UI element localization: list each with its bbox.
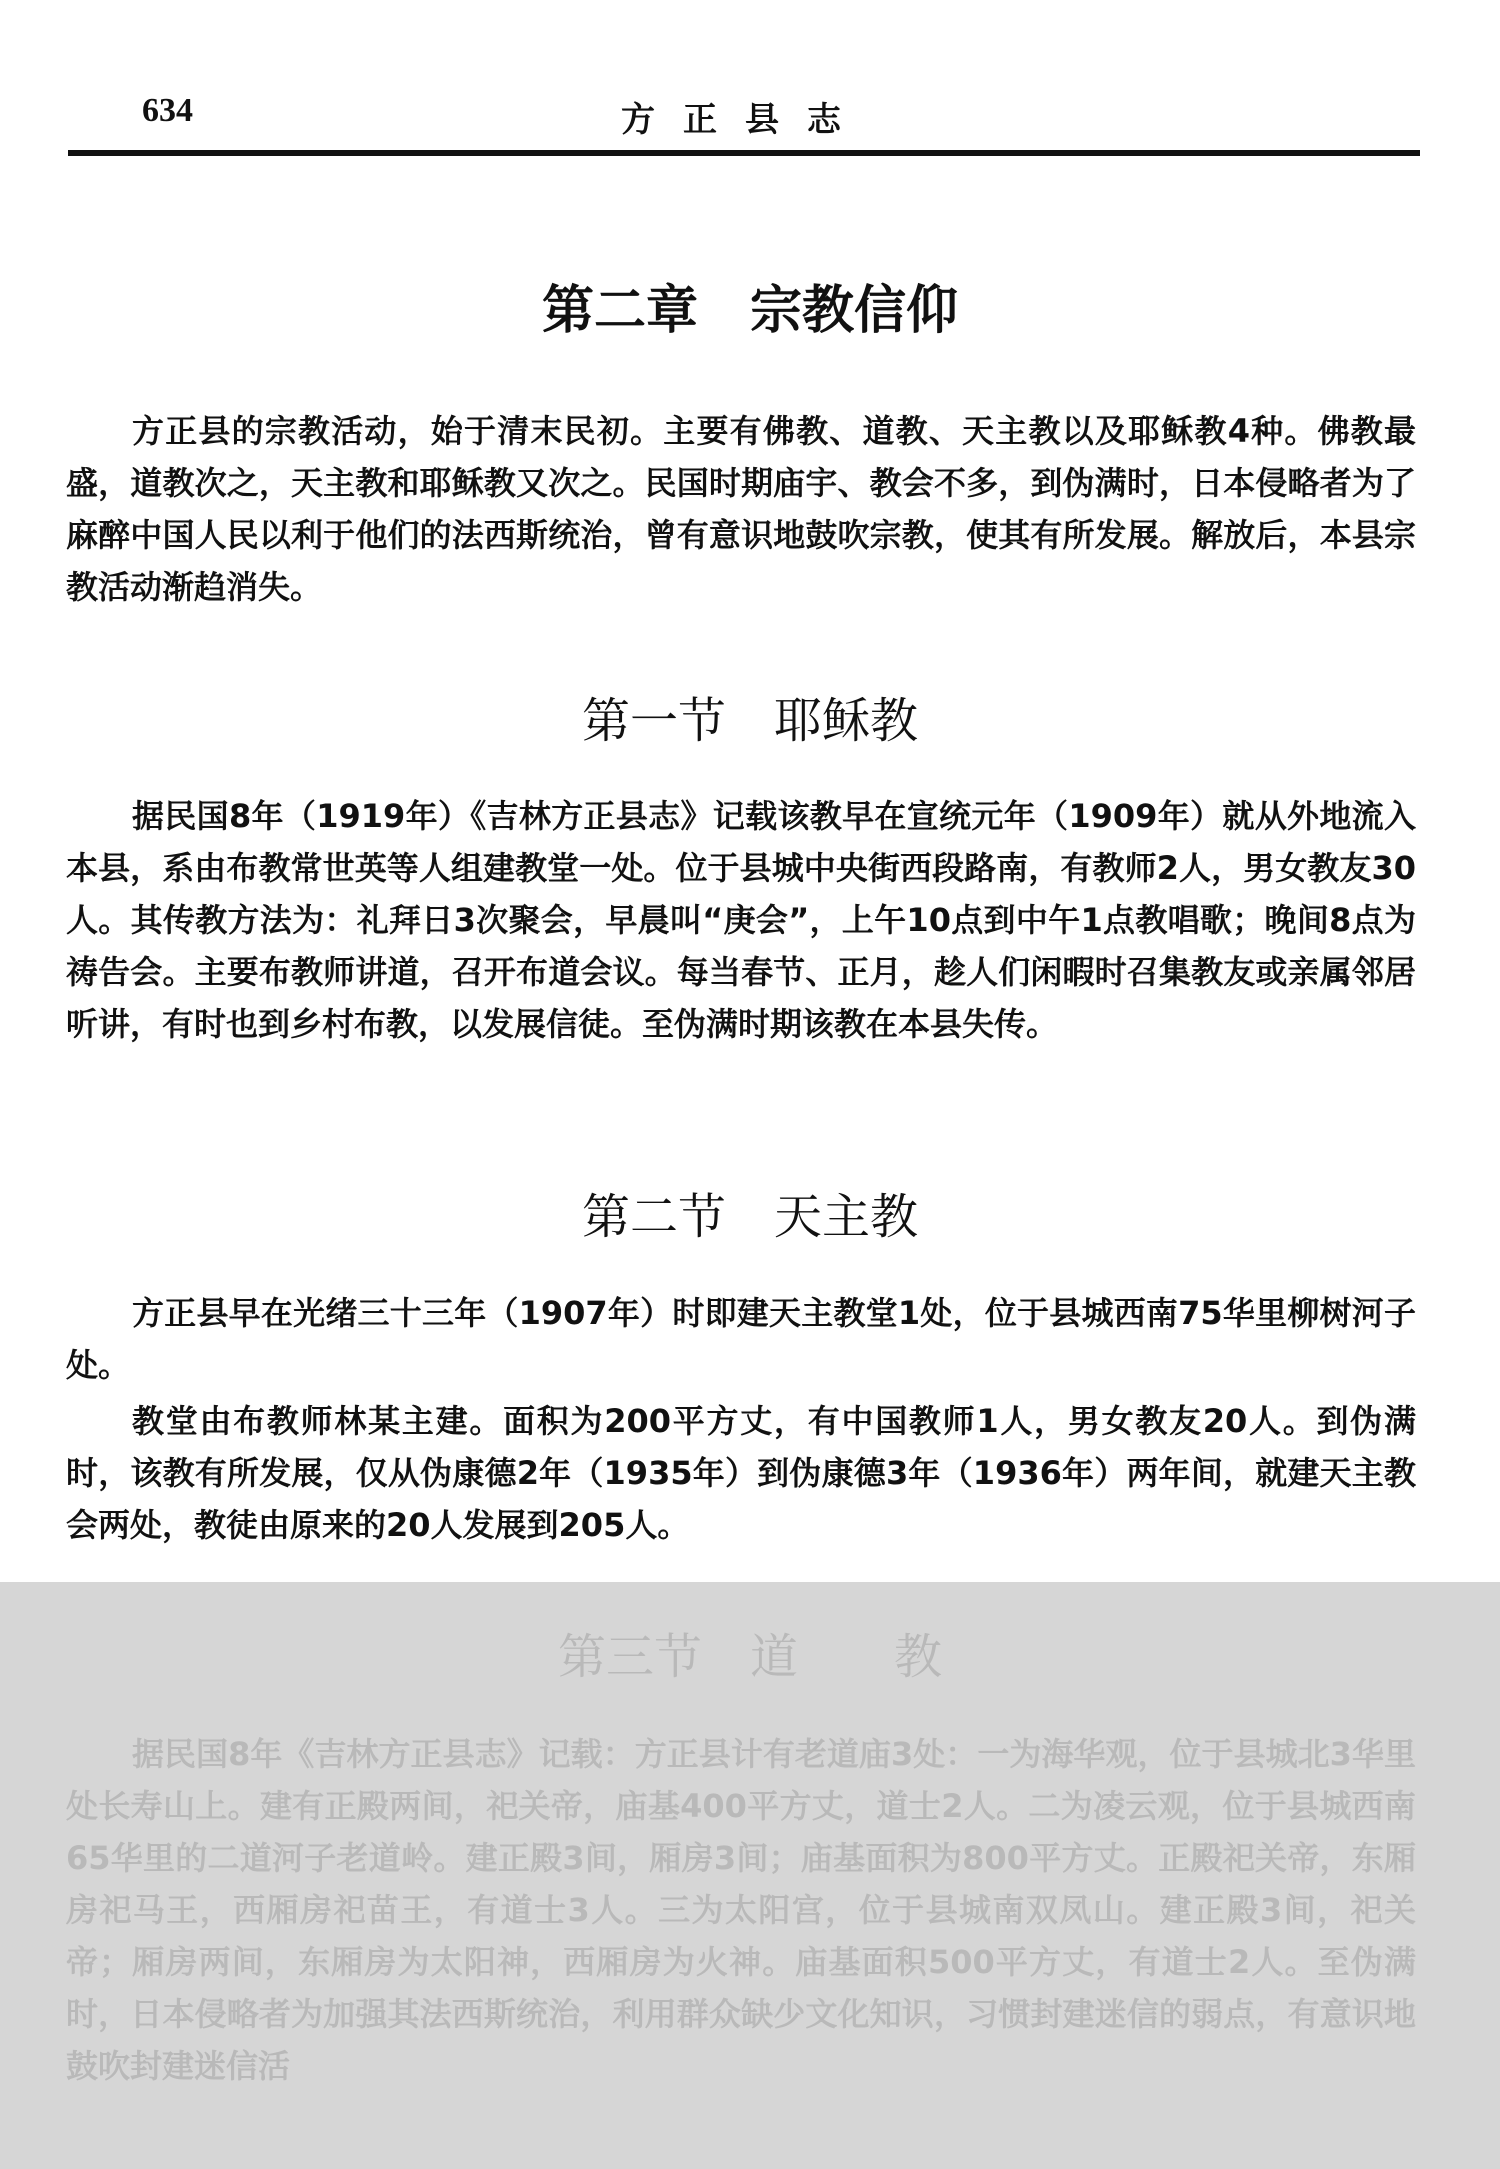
page-number: 634	[142, 92, 193, 129]
section-title: 第三节 道 教	[557, 1629, 942, 1685]
header-rule	[68, 150, 1420, 156]
section-paragraph: 据民国8年（1919年）《吉林方正县志》记载该教早在宣统元年（1909年）就从外地流入本县，系由布教常世英等人组建教堂一处。位于县城中央街西段路南，有教师2人，男女教友30人。其传教方法为：礼拜日3次聚会，早晨叫“庚会”，上午10点到中午1点教唱歌；晚间8点为祷告会。主要布教师讲道，召开布道会议。每当春节、正月，趁人们闲暇时召集教友或亲属邻居听讲，有时也到乡村布教，以发展信徒。至伪满时期该教在本县失传。	[66, 797, 1416, 1043]
book-title: 方正县志	[621, 100, 869, 140]
chapter-title: 第二章 宗教信仰	[541, 281, 958, 341]
section-title: 第二节 天主教	[581, 1189, 918, 1245]
chapter-intro: 方正县的宗教活动，始于清末民初。主要有佛教、道教、天主教以及耶稣教4种。佛教最盛，道教次之，天主教和耶稣教又次之。民国时期庙宇、教会不多，到伪满时，日本侵略者为了麻醉中国人民以利于他们的法西斯统治，曾有意识地鼓吹宗教，使其有所发展。解放后，本县宗教活动渐趋消失。	[66, 412, 1416, 606]
section-paragraph: 方正县早在光绪三十三年（1907年）时即建天主教堂1处，位于县城西南75华里柳树河子处。	[66, 1294, 1416, 1384]
section-paragraph: 教堂由布教师林某主建。面积为200平方丈，有中国教师1人，男女教友20人。到伪满时，该教有所发展，仅从伪康德2年（1935年）到伪康德3年（1936年）两年间，就建天主教会两处，教徒由原来的20人发展到205人。	[66, 1402, 1416, 1544]
running-head	[70, 92, 1420, 142]
section-paragraph: 据民国8年《吉林方正县志》记载：方正县计有老道庙3处：一为海华观，位于县城北3华里处长寿山上。建有正殿两间，祀关帝，庙基400平方丈，道士2人。二为凌云观，位于县城西南65华里的二道河子老道岭。建正殿3间，厢房3间；庙基面积为800平方丈。正殿祀关帝，东厢房祀马王，西厢房祀苗王，有道士3人。三为太阳宫，位于县城南双凤山。建正殿3间，祀关帝；厢房两间，东厢房为太阳神，西厢房为火神。庙基面积500平方丈，有道士2人。至伪满时，日本侵略者为加强其法西斯统治，利用群众缺少文化知识，习惯封建迷信的弱点，有意识地鼓吹封建迷信活	[66, 1735, 1416, 2085]
section-title: 第一节 耶稣教	[581, 693, 918, 749]
